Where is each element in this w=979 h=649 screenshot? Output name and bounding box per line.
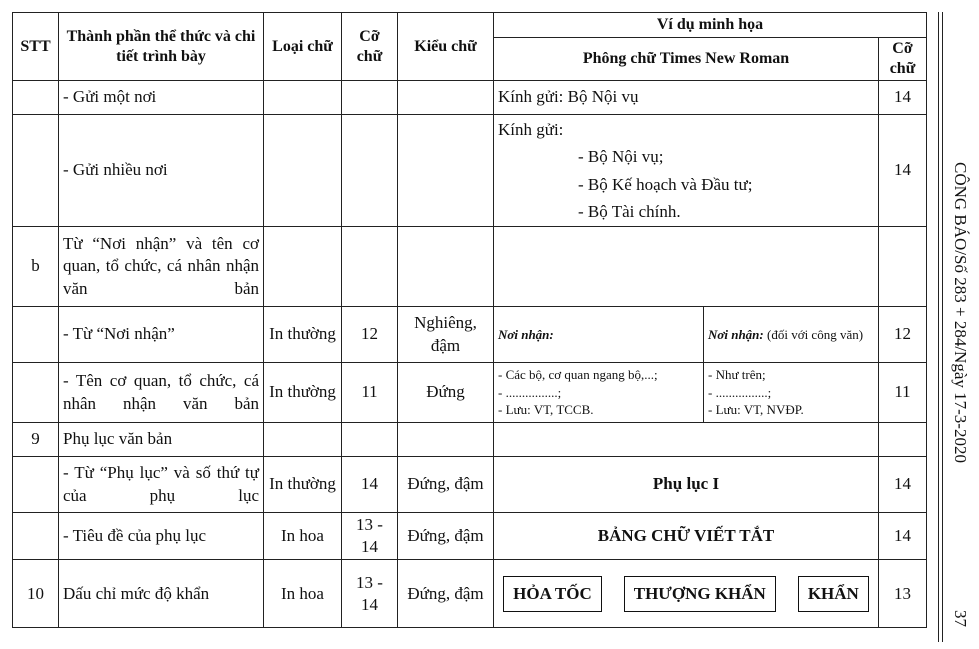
header-stt: STT — [13, 13, 59, 81]
row-example-right — [704, 363, 879, 423]
row-example-size: 14 — [879, 81, 927, 115]
sidebar-rule — [938, 12, 939, 642]
row-size: 13 - 14 — [342, 560, 398, 628]
example-line: - Bộ Tài chính. — [578, 201, 681, 221]
header-style: Kiểu chữ — [398, 13, 494, 81]
row-font-type: In thường — [264, 363, 342, 423]
row-example: Kính gửi: Bộ Nội vụ — [494, 81, 879, 115]
header-font-name: Phông chữ Times New Roman — [494, 38, 879, 81]
header-example-size: Cỡ chữ — [879, 38, 927, 81]
example-line: - Các bộ, cơ quan ngang bộ,...; — [498, 367, 658, 383]
row-font-type: In thường — [264, 307, 342, 363]
row-example — [494, 115, 879, 227]
row-component: Từ “Nơi nhận” và tên cơ quan, tổ chức, cá nhân nhận văn bản — [59, 227, 264, 307]
table-row — [13, 423, 927, 457]
sidebar-rule — [942, 12, 943, 642]
table-row — [13, 560, 927, 628]
row-example: BẢNG CHỮ VIẾT TẮT — [494, 513, 879, 560]
example-line: - Lưu: VT, NVĐP. — [708, 402, 804, 418]
row-size: 13 - 14 — [342, 513, 398, 560]
row-size: 12 — [342, 307, 398, 363]
example-line: - ................; — [708, 384, 772, 400]
row-size: 11 — [342, 363, 398, 423]
example-line: Kính gửi: — [498, 120, 564, 140]
row-component: - Gửi một nơi — [59, 81, 264, 115]
table-row — [13, 363, 927, 423]
table-row — [13, 81, 927, 115]
row-example-left — [494, 363, 704, 423]
row-example: Phụ lục I — [494, 457, 879, 513]
row-style: Đứng, đậm — [398, 560, 494, 628]
header-size: Cỡ chữ — [342, 13, 398, 81]
row-example-left: Nơi nhận: — [494, 307, 704, 363]
example-note: (đối với công văn) — [763, 326, 864, 342]
page-number: 37 — [951, 610, 970, 627]
example-line: - Bộ Nội vụ; — [578, 147, 664, 167]
row-style: Đứng, đậm — [398, 457, 494, 513]
publication-header: CÔNG BÁO/Số 283 + 284/Ngày 17-3-2020 — [951, 162, 970, 463]
row-example-right — [704, 307, 879, 363]
urgency-box-hoa-toc: HỎA TỐC — [503, 576, 602, 612]
row-style: Nghiêng, đậm — [398, 307, 494, 363]
row-example — [494, 560, 879, 628]
row-component: Dấu chỉ mức độ khẩn — [59, 560, 264, 628]
page-sidebar — [932, 12, 979, 642]
row-component: - Tiêu đề của phụ lục — [59, 513, 264, 560]
urgency-box-khan: KHẨN — [798, 576, 869, 612]
table-row — [13, 227, 927, 307]
row-example-size: 14 — [879, 513, 927, 560]
row-size: 14 — [342, 457, 398, 513]
row-component: - Từ “Nơi nhận” — [59, 307, 264, 363]
row-stt: 10 — [13, 560, 59, 628]
row-stt: 9 — [13, 423, 59, 457]
row-component: Phụ lục văn bản — [59, 423, 264, 457]
example-label: Nơi nhận: — [708, 326, 764, 342]
row-example-size: 14 — [879, 115, 927, 227]
row-stt: b — [13, 227, 59, 307]
row-example-size: 13 — [879, 560, 927, 628]
urgency-box-thuong-khan: THƯỢNG KHẨN — [624, 576, 776, 612]
header-example: Ví dụ minh họa — [494, 13, 927, 38]
header-font-type: Loại chữ — [264, 13, 342, 81]
row-example-size: 12 — [879, 307, 927, 363]
row-style: Đứng — [398, 363, 494, 423]
row-style: Đứng, đậm — [398, 513, 494, 560]
row-example-size: 11 — [879, 363, 927, 423]
example-line: - Lưu: VT, TCCB. — [498, 402, 594, 418]
row-font-type: In hoa — [264, 513, 342, 560]
table-row — [13, 307, 927, 363]
row-component: - Từ “Phụ lục” và số thứ tự của phụ lục — [59, 457, 264, 513]
row-component: - Tên cơ quan, tổ chức, cá nhân nhận văn bản — [59, 363, 264, 423]
row-font-type: In hoa — [264, 560, 342, 628]
table-row — [13, 457, 927, 513]
row-component: - Gửi nhiều nơi — [59, 115, 264, 227]
row-example-size: 14 — [879, 457, 927, 513]
header-component: Thành phần thể thức và chi tiết trình bày — [59, 13, 264, 81]
example-line: - Bộ Kế hoạch và Đầu tư; — [578, 174, 753, 194]
example-line: - Như trên; — [708, 367, 766, 383]
table-row — [13, 513, 927, 560]
row-font-type: In thường — [264, 457, 342, 513]
example-line: - ................; — [498, 384, 562, 400]
format-spec-table — [12, 12, 927, 628]
table-row — [13, 115, 927, 227]
